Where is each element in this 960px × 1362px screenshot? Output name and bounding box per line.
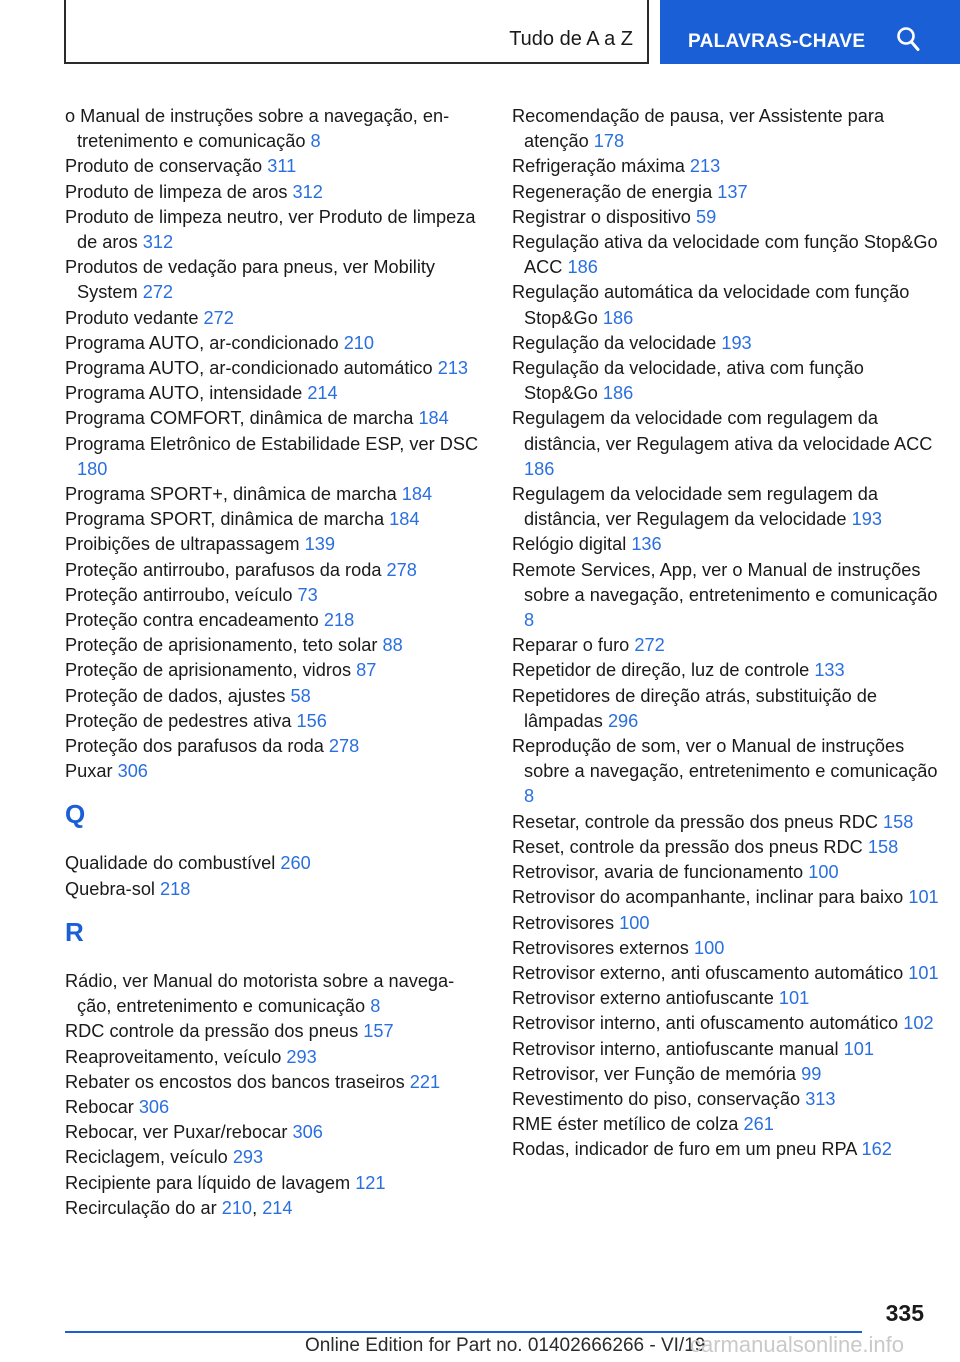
index-entry-text: Recipiente para líquido de lavagem — [65, 1172, 351, 1193]
page-reference-link[interactable]: 218 — [160, 878, 191, 899]
index-entry — [65, 1145, 480, 1170]
page-reference-link[interactable]: 178 — [593, 131, 625, 152]
page-reference-link[interactable]: 312 — [292, 181, 323, 202]
index-entry-text: Reciclagem, veículo — [65, 1147, 228, 1168]
index-entry-text: Proteção antirroubo, parafusos da roda — [65, 559, 382, 580]
page-reference-link[interactable]: 311 — [267, 156, 297, 177]
index-entry-text: Produto de conservação — [65, 156, 263, 177]
page-reference-link[interactable]: 218 — [323, 610, 355, 631]
page-reference-link[interactable]: 312 — [142, 232, 174, 253]
index-entry — [65, 104, 480, 154]
index-entry-text: Regulação da velocidade — [512, 332, 717, 353]
page-number: 335 — [885, 1300, 924, 1326]
page-reference-link[interactable]: 306 — [138, 1096, 170, 1117]
index-entry-text: Produto de limpeza de aros — [65, 181, 288, 202]
index-entry — [512, 885, 942, 910]
index-entry — [512, 986, 942, 1011]
index-entry — [65, 1070, 480, 1095]
page-reference-link[interactable]: 210 — [221, 1197, 253, 1218]
index-entry-text: Repetidor de direção, luz de controle — [512, 660, 810, 681]
index-entry-text: Retrovisores externos — [512, 937, 689, 958]
index-entry — [512, 658, 942, 683]
index-entry-text: Regulação ativa da velocidade com função Stop&Go ACC — [512, 232, 938, 278]
page-reference-link[interactable]: 100 — [619, 912, 650, 933]
index-entry — [65, 583, 480, 608]
index-entry-text: Produto de limpeza neutro, ver Produto de limpeza de aros — [65, 206, 476, 253]
index-entry — [512, 280, 942, 330]
index-entry — [512, 331, 942, 356]
index-entry — [65, 432, 480, 482]
index-entry-text: Retrovisor interno, anti ofuscamento automático — [512, 1013, 899, 1034]
page-reference-link[interactable]: 186 — [567, 257, 598, 278]
index-entry-text: Qualidade do combustível — [65, 853, 276, 874]
page-reference-link[interactable]: 100 — [693, 937, 725, 958]
index-entry — [65, 205, 480, 255]
index-entry-text: Regulação automática da velocidade com função Stop&Go — [512, 282, 910, 328]
index-entry — [65, 1120, 480, 1145]
page-reference-link[interactable]: 186 — [602, 307, 634, 328]
index-entry-text: Regulagem da velocidade com regulagem da distância, ver Regulagem ativa da velocidade ACC — [512, 408, 933, 454]
page-reference-link[interactable]: 101 — [908, 962, 939, 983]
index-entry — [65, 1171, 480, 1196]
page-reference-link[interactable]: 260 — [280, 853, 311, 874]
index-entry — [512, 205, 942, 230]
index-entry-text: Proibições de ultrapassagem — [65, 534, 300, 555]
index-entry — [65, 851, 480, 876]
page-reference-link[interactable]: 213 — [689, 156, 721, 177]
page-reference-link[interactable]: 8 — [370, 996, 381, 1017]
index-entry-text: Reprodução de som, ver o Manual de instruções sobre a navegação, entretenimento e comunicação — [512, 736, 938, 782]
index-entry — [512, 104, 942, 154]
index-entry — [65, 331, 480, 356]
index-entry-text: RME éster metílico de colza — [512, 1114, 739, 1135]
index-entry-text: Retrovisor, avaria de funcionamento — [512, 862, 804, 883]
index-entry — [65, 877, 480, 902]
page-reference-link[interactable]: 184 — [401, 484, 433, 505]
page-reference-link[interactable]: 278 — [386, 559, 417, 580]
index-entry: Recirculação do ar 210, 214 — [65, 1197, 293, 1218]
index-entry — [65, 709, 480, 734]
index-entry — [512, 1087, 942, 1112]
index-entry — [65, 608, 480, 633]
page-reference-link[interactable]: 101 — [908, 887, 939, 908]
index-entry — [512, 356, 942, 406]
index-entry-text: Proteção de aprisionamento, vidros — [65, 660, 352, 681]
index-entry-text: Produtos de vedação para pneus, ver Mobility System — [65, 257, 436, 303]
index-entry — [512, 1062, 942, 1087]
index-entry-text: Programa AUTO, ar-condicionado — [65, 332, 339, 353]
page-reference-link[interactable]: 121 — [355, 1172, 386, 1193]
page-reference-link[interactable]: 180 — [77, 458, 108, 479]
index-entry-text: Proteção de pedestres ativa — [65, 710, 292, 731]
index-entry — [65, 1019, 480, 1044]
index-entry — [65, 482, 480, 507]
index-entry — [512, 482, 942, 532]
index-entry-text: Recomendação de pausa, ver Assistente para atenção — [512, 106, 885, 152]
index-entry — [512, 911, 942, 936]
index-entry-text: Programa AUTO, ar-condicionado automático — [65, 358, 433, 379]
keywords-button[interactable] — [660, 0, 960, 64]
top-navigation-bar — [0, 0, 960, 66]
index-entry — [512, 936, 942, 961]
index-entry — [65, 759, 480, 784]
index-entry — [65, 734, 480, 759]
tab-a-to-z-label: Tudo de A a Z — [509, 28, 633, 50]
page-reference-link[interactable]: 313 — [805, 1088, 836, 1109]
index-entry — [512, 230, 942, 280]
index-entry — [512, 684, 942, 734]
page-reference-link[interactable]: 261 — [743, 1114, 774, 1135]
index-entry — [512, 180, 942, 205]
index-entry — [65, 306, 480, 331]
section-letter: Q — [65, 799, 86, 830]
index-column-left — [65, 104, 480, 1221]
index-entry-text: Recirculação do ar — [65, 1197, 217, 1218]
page-reference-link[interactable]: 293 — [286, 1046, 317, 1067]
page-reference-link[interactable]: 293 — [232, 1147, 264, 1168]
index-entry — [65, 558, 480, 583]
index-entry-text: Regeneração de energia — [512, 181, 713, 202]
index-entry-text: Rodas, indicador de furo em um pneu RPA — [512, 1139, 857, 1160]
index-entry-text: Regulagem da velocidade sem regulagem da distância, ver Regulagem da velocidade — [512, 484, 878, 530]
index-entry — [65, 1095, 480, 1120]
index-entry-text: Programa SPORT, dinâmica de marcha — [65, 509, 385, 530]
index-entry-text: o Manual de instruções sobre a navegação, entretenimento e comunicação — [65, 106, 450, 152]
index-entry — [65, 1045, 480, 1070]
index-entry — [512, 1011, 942, 1036]
index-entry-text: Rebater os encostos dos bancos traseiros — [65, 1071, 405, 1092]
page-reference-link[interactable]: 272 — [203, 307, 234, 328]
page-reference-link[interactable]: 59 — [695, 206, 717, 227]
index-entry-text: Retrovisor do acompanhante, inclinar para baixo — [512, 887, 904, 908]
page-reference-link[interactable]: 162 — [861, 1139, 892, 1160]
index-entry-text: Revestimento do piso, conservação — [512, 1088, 801, 1109]
index-entry-text: Retrovisores — [512, 912, 615, 933]
index-entry — [65, 969, 480, 1019]
index-entry — [512, 532, 942, 557]
index-entry-text: Reparar o furo — [512, 635, 630, 656]
index-entry — [512, 1112, 942, 1137]
section-letter: R — [65, 916, 84, 947]
index-entry — [65, 406, 480, 431]
index-entry-text: Produto vedante — [65, 307, 199, 328]
index-entry-text: RDC controle da pressão dos pneus — [65, 1021, 359, 1042]
index-entry — [65, 381, 480, 406]
page-reference-link[interactable]: 210 — [343, 332, 375, 353]
page-reference-link[interactable]: 101 — [778, 988, 810, 1009]
page-reference-link[interactable]: 213 — [437, 358, 469, 379]
index-entry-text: Retrovisor externo antiofuscante — [512, 988, 774, 1009]
footer-edition-text: Online Edition for Part no. 01402666266 - VI/19 — [305, 1335, 706, 1356]
page-reference-link[interactable]: 8 — [524, 786, 535, 807]
index-entry-text: Rebocar, ver Puxar/rebocar — [65, 1122, 288, 1143]
page-reference-link[interactable]: 58 — [290, 685, 311, 706]
page-reference-link[interactable]: 157 — [363, 1021, 394, 1042]
index-entry — [65, 356, 480, 381]
index-entry-text: Repetidores de direção atrás, substituição de lâmpadas — [512, 685, 877, 731]
index-entry-text: Retrovisor externo, anti ofuscamento automático — [512, 962, 904, 983]
index-entry-text: Resetar, controle da pressão dos pneus RDC — [512, 811, 878, 832]
page-reference-link[interactable]: 101 — [843, 1038, 874, 1059]
page-reference-link[interactable]: 102 — [903, 1013, 934, 1034]
index-entry — [512, 1037, 942, 1062]
page-reference-link[interactable]: 186 — [602, 383, 634, 404]
page-reference-link[interactable]: 272 — [634, 635, 665, 656]
index-entry — [65, 633, 480, 658]
index-entry-text: Programa Eletrônico de Estabilidade ESP, ver DSC — [65, 433, 479, 454]
index-entry — [512, 860, 942, 885]
page-reference-link[interactable]: 184 — [418, 408, 449, 429]
page-reference-link[interactable]: 99 — [801, 1063, 822, 1084]
index-entry — [512, 154, 942, 179]
page-reference-link[interactable]: 139 — [304, 534, 335, 555]
index-entry-text: Proteção contra encadeamento — [65, 610, 319, 631]
index-entry — [65, 154, 480, 179]
index-entry — [512, 961, 942, 986]
page-reference-link[interactable]: 184 — [389, 509, 420, 530]
page-reference-link[interactable]: 221 — [409, 1071, 441, 1092]
index-entry-text: Proteção antirroubo, veículo — [65, 584, 293, 605]
index-entry-text: Rádio, ver Manual do motorista sobre a navegação, entretenimento e comunicação — [65, 970, 455, 1017]
page-reference-link[interactable]: 306 — [117, 761, 148, 782]
index-entry-text: Regulação da velocidade, ativa com função Stop&Go — [512, 358, 864, 404]
index-entry-text: Remote Services, App, ver o Manual de instruções sobre a navegação, entretenimento e comunicação — [512, 559, 938, 605]
tab-a-to-z[interactable] — [64, 0, 649, 64]
index-entry-text: Rebocar — [65, 1096, 134, 1117]
index-entry-text: Programa SPORT+, dinâmica de marcha — [65, 484, 397, 505]
index-entry — [512, 1137, 942, 1162]
page-reference-link[interactable]: 214 — [262, 1197, 293, 1218]
search-icon — [896, 26, 920, 52]
page-reference-link[interactable]: 156 — [296, 710, 327, 731]
page-reference-link[interactable]: 133 — [814, 660, 845, 681]
index-entry — [512, 835, 942, 860]
page-reference-link[interactable]: 158 — [883, 811, 914, 832]
index-entry-text: Relógio digital — [512, 534, 627, 555]
page-reference-link[interactable]: 214 — [307, 383, 338, 404]
index-entry-text: Proteção de aprisionamento, teto solar — [65, 635, 378, 656]
index-entry — [65, 532, 480, 557]
page-reference-link[interactable]: 186 — [524, 458, 555, 479]
index-entry — [65, 507, 480, 532]
index-entry — [65, 255, 480, 305]
index-entry — [512, 406, 942, 482]
index-entry — [65, 180, 480, 205]
page-reference-link[interactable]: 296 — [607, 710, 639, 731]
index-entry-text: Reaproveitamento, veículo — [65, 1046, 282, 1067]
index-entry-text: Quebra-sol — [65, 878, 155, 899]
index-entry — [512, 734, 942, 810]
page-reference-link[interactable]: 193 — [721, 332, 752, 353]
keywords-button-label: PALAVRAS-CHAVE — [688, 31, 866, 52]
watermark: carmanualsonline.info — [690, 1332, 905, 1357]
index-entry — [512, 810, 942, 835]
index-entry-text: Programa AUTO, intensidade — [65, 383, 303, 404]
index-entry — [512, 558, 942, 634]
page-reference-link[interactable]: 158 — [867, 836, 899, 857]
index-column-right — [512, 104, 942, 1163]
page-reference-link[interactable]: 137 — [717, 181, 748, 202]
page-reference-link[interactable]: 306 — [292, 1122, 323, 1143]
page-reference-link[interactable]: 136 — [631, 534, 662, 555]
index-entry-text: Retrovisor, ver Função de memória — [512, 1063, 797, 1084]
page-reference-link[interactable]: 100 — [808, 862, 839, 883]
index-entry — [65, 684, 480, 709]
index-entry-text: Reset, controle da pressão dos pneus RDC — [512, 836, 863, 857]
index-entry-text: Retrovisor interno, antiofuscante manual — [512, 1038, 839, 1059]
index-entry-text: Puxar — [65, 761, 113, 782]
page-reference-link[interactable]: 88 — [382, 635, 403, 656]
page-reference-link[interactable]: 8 — [524, 610, 535, 631]
page-reference-link[interactable]: 193 — [851, 509, 882, 530]
page-reference-link[interactable]: 73 — [297, 584, 318, 605]
index-entry-text: Proteção dos parafusos da roda — [65, 736, 324, 757]
index-entry-text: Proteção de dados, ajustes — [65, 685, 286, 706]
index-entry-text: Programa COMFORT, dinâmica de marcha — [65, 408, 414, 429]
page-reference-link[interactable]: 87 — [356, 660, 377, 681]
page-reference-link[interactable]: 278 — [328, 736, 360, 757]
page-reference-link[interactable]: 272 — [142, 282, 174, 303]
page-reference-link[interactable]: 8 — [310, 131, 321, 152]
index-entry-text: Registrar o dispositivo — [512, 206, 691, 227]
index-entry-text: Refrigeração máxima — [512, 156, 685, 177]
index-entry — [512, 633, 942, 658]
index-entry — [65, 658, 480, 683]
